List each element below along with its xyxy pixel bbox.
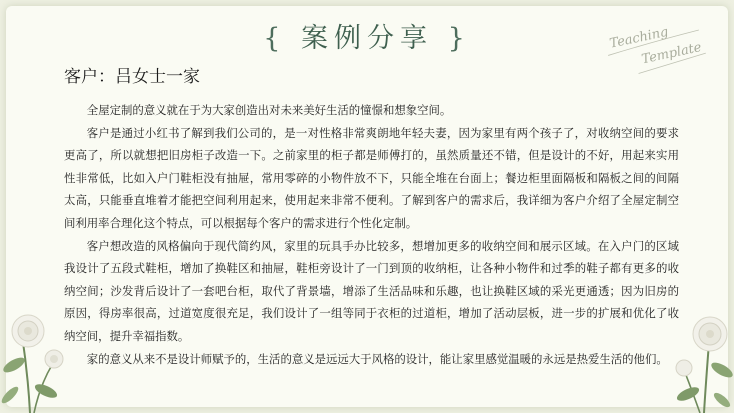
paragraph-2: 客户是通过小红书了解到我们公司的，是一对性格非常爽朗地年轻夫妻，因为家里有两个孩子了，对收纳空间的要求更高了，所以就想把旧房柜子改造一下。之前家里的柜子都是师傅打的，虽然质量还不错，但是设计的不好，用起来实用性非常低，比如入户门鞋柜没有抽屉，常用零碎的小物件放不下，只能全堆在台面上；餐边柜里面隔板和隔板之间的间隔太高，只能垂直堆着才能把空间利用起来，使用起来非常不便利。了解到客户的需求后，我详细为客户介绍了全屋定制空间利用率合理化这个特点，可以根据每个客户的需求进行个性化定制。 <box>64 125 679 230</box>
tag-line-1: Teaching <box>608 24 670 52</box>
paragraph-4: 家的意义从来不是设计师赋予的，生活的意义是远远大于风格的设计，能让家里感觉温暖的永远是热爱生活的他们。 <box>86 351 668 366</box>
rose-left-icon <box>0 295 70 413</box>
case-content <box>64 99 679 370</box>
title-text: 案例分享 <box>301 23 433 54</box>
paragraph-3: 客户想改造的风格偏向于现代简约风，家里的玩具手办比较多，想增加更多的收纳空间和展示区域。在入户门的区域我设计了五段式鞋柜，增加了换鞋区和抽屉，鞋柜旁设计了一门到顶的收纳柜，让各种小物件和过季的鞋子都有更多的收纳空间；沙发背后设计了一套吧台柜，取代了背景墙，增添了生活品味和乐趣，也让换鞋区域的采光更通透；因为旧房的原因，得房率很高，过道宽度很充足，我们设计了一组等同于衣柜的过道柜，增加了活动层板，进一步的扩展和优化了收纳空间，提升幸福指数。 <box>64 238 679 343</box>
paragraph-1: 全屋定制的意义就在于为大家创造出对未来美好生活的憧憬和想象空间。 <box>86 103 452 117</box>
rose-right-icon <box>670 290 734 413</box>
tag-line-2: Template <box>640 40 703 68</box>
title-brace-right: } <box>447 23 471 54</box>
title-brace-left: { <box>263 23 287 54</box>
customer-heading: 客户：吕女士一家 <box>64 67 200 87</box>
